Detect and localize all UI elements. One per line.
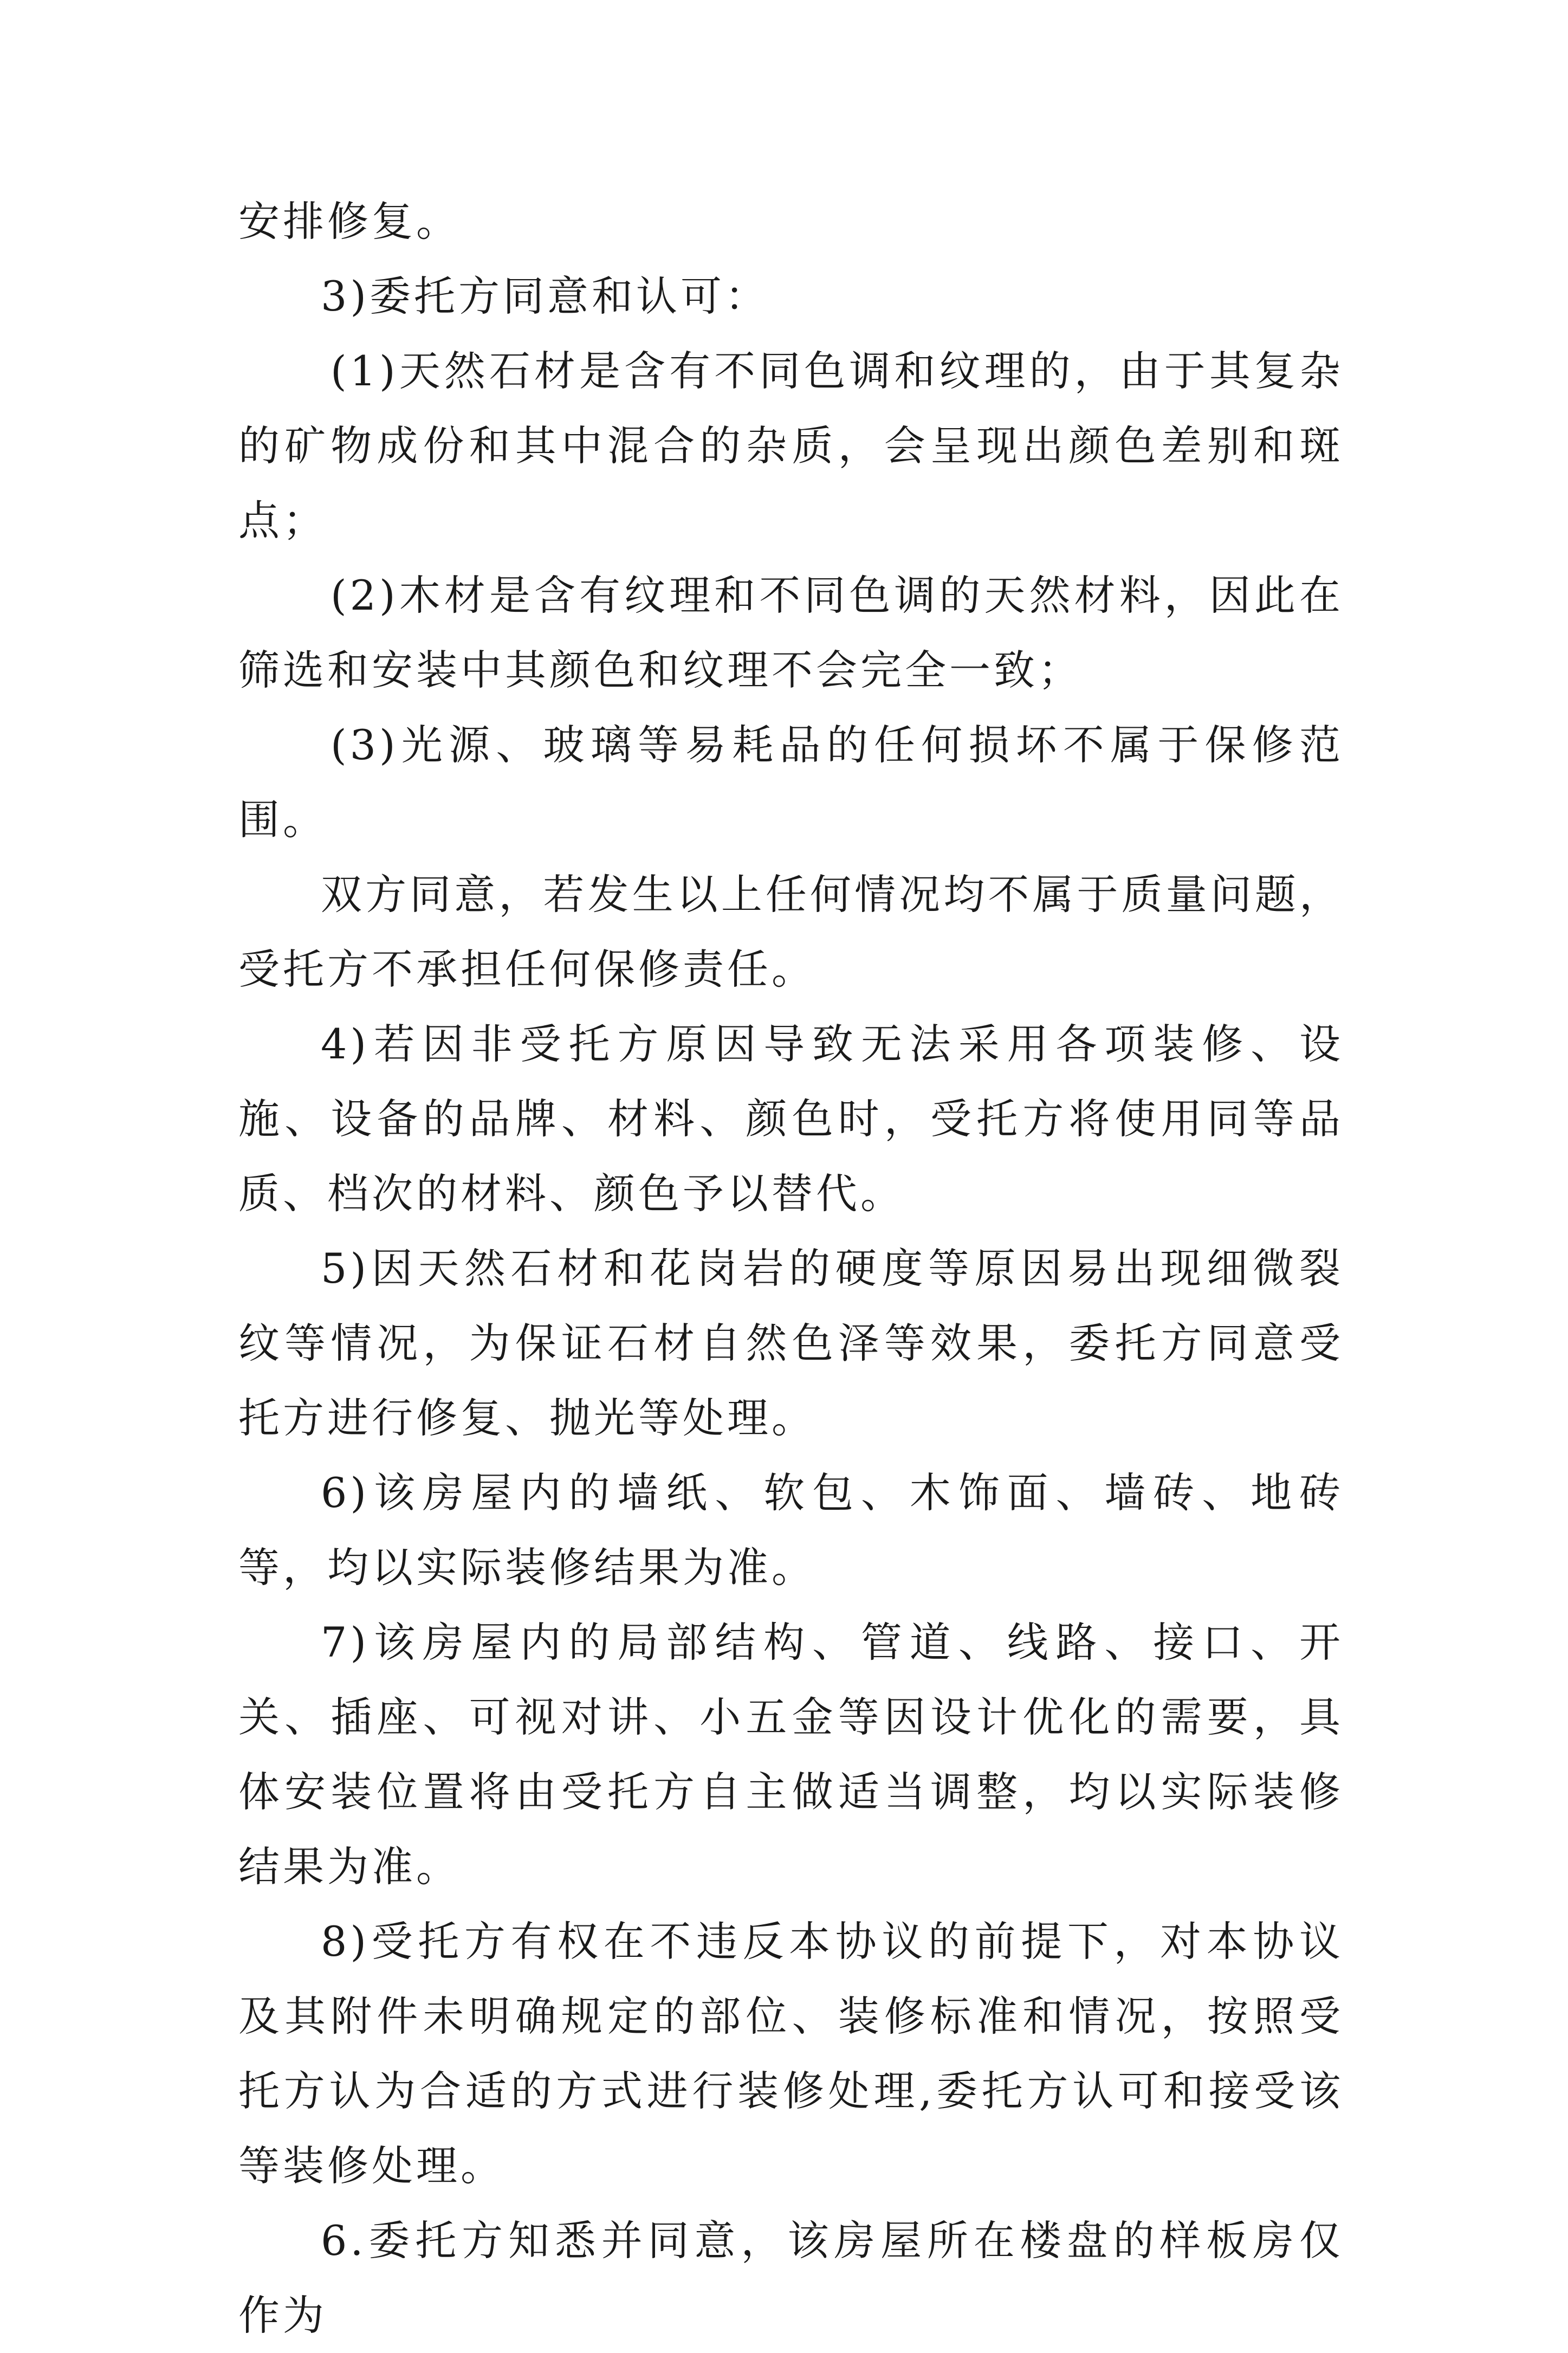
paragraph-item-5: 5)因天然石材和花岗岩的硬度等原因易出现细微裂纹等情况，为保证石材自然色泽等效果，委托方同意受托方进行修复、抛光等处理。 [238,1244,1344,1442]
paragraph-subitem-3: (3)光源、玻璃等易耗品的任何损坏不属于保修范围。 [238,721,1344,844]
paragraph-section-6: 6.委托方知悉并同意，该房屋所在楼盘的样板房仅作为 [238,2216,1344,2339]
paragraph-subitem-1: (1)天然石材是含有不同色调和纹理的，由于其复杂的矿物成份和其中混合的杂质，会呈现出颜色差别和斑点； [238,347,1344,545]
paragraph-item-3: 3)委托方同意和认可： [321,272,770,320]
paragraph-item-7: 7)该房屋内的局部结构、管道、线路、接口、开关、插座、可视对讲、小五金等因设计优化的需要，具体安装位置将由受托方自主做适当调整，均以实际装修结果为准。 [238,1618,1344,1891]
paragraph-continuation: 安排修复。 [238,197,461,245]
paragraph-item-6: 6)该房屋内的墙纸、软包、木饰面、墙砖、地砖等，均以实际装修结果为准。 [238,1469,1344,1592]
paragraph-item-8: 8)受托方有权在不违反本协议的前提下，对本协议及其附件未明确规定的部位、装修标准和情况，按照受托方认为合适的方式进行装修处理,委托方认可和接受该等装修处理。 [238,1917,1344,2190]
document-body [238,184,1344,2353]
paragraph-agreement: 双方同意，若发生以上任何情况均不属于质量问题，受托方不承担任何保修责任。 [238,870,1344,993]
paragraph-subitem-2: (2)木材是含有纹理和不同色调的天然材料，因此在筛选和安装中其颜色和纹理不会完全一致； [238,571,1344,694]
paragraph-item-4: 4)若因非受托方原因导致无法采用各项装修、设施、设备的品牌、材料、颜色时，受托方将使用同等品质、档次的材料、颜色予以替代。 [238,1020,1344,1218]
